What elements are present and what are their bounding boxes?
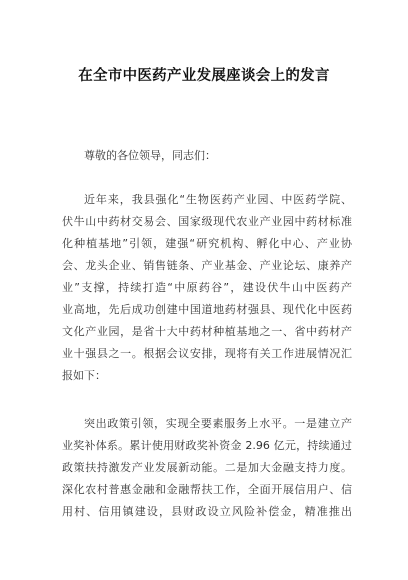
paragraph-1-line: 伏牛山中药材交易会、国家级现代农业产业园中药材标准: [62, 215, 352, 228]
paragraph-1-line: 会、龙头企业、销售链条、产业基金、产业论坛、康养产: [62, 259, 352, 272]
paragraph-2-line: 用村、信用镇建设，县财政设立风险补偿金，精准推出: [62, 505, 352, 518]
paragraph-1-line: 业十强县之一。根据会议安排，现将有关工作进展情况汇: [62, 347, 352, 360]
paragraph-1-line: 业高地，先后成功创建中国道地药材强县、现代化中医药: [62, 303, 352, 316]
paragraph-1-line: 化种植基地”引领，建强“研究机构、孵化中心、产业协: [62, 237, 352, 250]
paragraph-2-line: 深化农村普惠金融和金融帮扶工作，全面开展信用户、信: [62, 483, 352, 496]
paragraph-1-line: 报如下：: [62, 369, 106, 382]
paragraph-2-line: 突出政策引领，实现全要素服务上水平。一是建立产: [84, 417, 352, 430]
salutation: 尊敬的各位领导，同志们：: [84, 149, 216, 162]
paragraph-2-line: 业奖补体系。累计使用财政奖补资金 2.96 亿元，持续通过: [62, 439, 352, 452]
paragraph-1-line: 近年来，我县强化“生物医药产业园、中医药学院、: [84, 193, 352, 206]
document-title: 在全市中医药产业发展座谈会上的发言: [78, 68, 330, 84]
paragraph-1-line: 业”支撑，持续打造“中原药谷”，建设伏牛山中医药产: [62, 281, 352, 294]
paragraph-1-line: 文化产业园，是省十大中药材种植基地之一、省中药材产: [62, 325, 352, 338]
paragraph-2-line: 政策扶持激发产业发展新动能。二是加大金融支持力度。: [62, 461, 352, 474]
